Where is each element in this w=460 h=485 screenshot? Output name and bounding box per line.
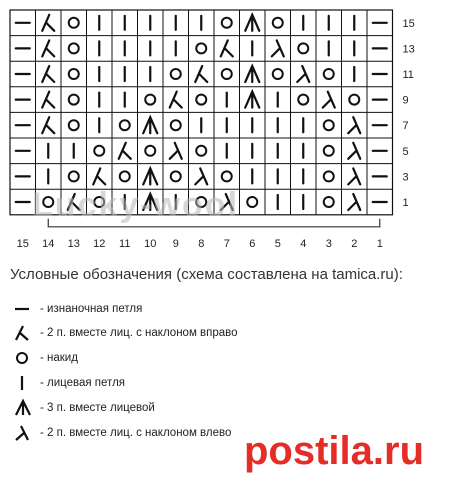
- column-number: 7: [223, 237, 230, 250]
- k2tog-left-icon: [12, 422, 34, 444]
- postila-logo-text: postila.ru: [244, 429, 425, 473]
- column-number: 4: [300, 237, 307, 250]
- knit-bar-icon: [12, 372, 34, 394]
- k3tog-icon: [12, 397, 34, 419]
- row-number: 5: [402, 145, 409, 158]
- yarn-over-icon: [12, 347, 34, 369]
- column-number: 13: [67, 237, 80, 250]
- row-number: 13: [402, 43, 415, 56]
- k2tog-right-icon: [12, 322, 34, 344]
- row-number: 9: [402, 94, 409, 107]
- legend-title: Условные обозначения (схема составлена на tamica.ru):: [10, 266, 403, 283]
- legend-item-knit: [12, 372, 125, 394]
- purl-dash-icon: [12, 298, 34, 320]
- column-number: 1: [376, 237, 383, 250]
- column-number: 3: [325, 237, 332, 250]
- row-number: 11: [402, 69, 414, 81]
- column-number: 8: [198, 237, 205, 250]
- legend-item-text: - изнаночная петля: [40, 303, 143, 315]
- column-number: 10: [144, 237, 157, 250]
- column-number: 15: [16, 237, 29, 250]
- column-number: 9: [172, 237, 179, 250]
- legend-item-k3tog: [12, 397, 155, 419]
- legend-item-purl: [12, 298, 142, 320]
- legend-item-text: - лицевая петля: [40, 377, 126, 389]
- column-number: 14: [42, 237, 55, 250]
- postila-logo: [238, 424, 452, 476]
- column-number: 11: [119, 237, 131, 250]
- legend-item-k2tog-left: [12, 422, 231, 444]
- column-number: 6: [249, 237, 256, 250]
- row-number: 3: [402, 171, 409, 184]
- watermark: Lucky-wool: [32, 186, 240, 224]
- legend-item-text: - 3 п. вместе лицевой: [40, 402, 155, 414]
- legend-item-k2tog-right: [12, 322, 238, 344]
- row-number: 1: [402, 197, 409, 209]
- row-number: 7: [402, 120, 409, 133]
- legend-item-text: - 2 п. вместе лиц. с наклоном вправо: [40, 327, 238, 339]
- legend-item-yo: [12, 347, 78, 369]
- legend-item-text: - 2 п. вместе лиц. с наклоном влево: [40, 427, 232, 439]
- row-number: 15: [402, 17, 415, 30]
- legend-item-text: - накид: [40, 352, 78, 364]
- column-number: 12: [93, 237, 106, 250]
- column-number: 2: [351, 237, 358, 250]
- column-number: 5: [274, 237, 281, 250]
